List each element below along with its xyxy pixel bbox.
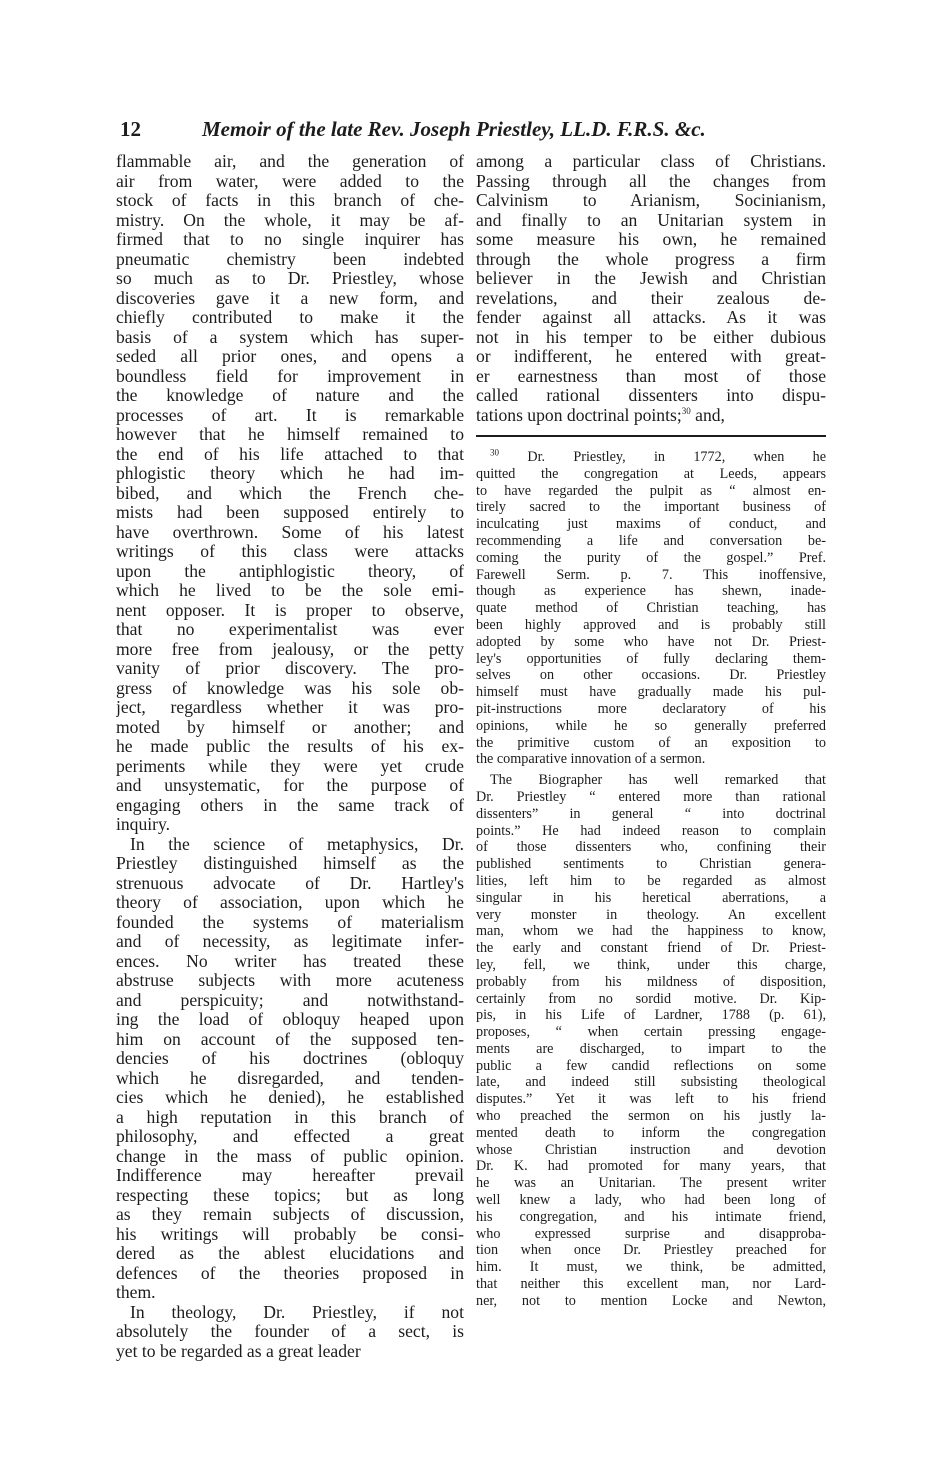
text-line: however that he himself remained to [116,424,464,444]
text-line: pit-instructions more declaratory of his [476,700,826,717]
text-line: public a few candid reflections on some [476,1057,826,1074]
text-line: the primitive custom of an exposition to [476,734,826,751]
text-line: er earnestness than most of those [476,365,826,386]
text-line: recommending a life and conversation be- [476,532,826,549]
footnote-reference: 30 [681,405,691,416]
text-line: published sentiments to Christian genera- [476,856,826,873]
text-line: quitted the congregation at Leeds, appears [476,465,826,482]
text-line: engaging others in the same track of [116,794,464,815]
text-line: tion when once Dr. Priestley preached for [476,1242,826,1259]
text-line: air from water, were added to the [116,170,464,191]
text-line: Farewell Serm. p. 7. This inoffensive, [476,566,826,583]
text-line: ences. No writer has treated these [116,950,464,971]
text-line: himself must have gradually made his pul- [476,684,826,701]
text-line: not in his temper to be either dubious [476,326,826,347]
text-line: that no experimentalist was ever [116,619,464,639]
text-line: well knew a lady, who had been long of [476,1192,826,1209]
text-line: respecting these topics; but as long [116,1184,464,1205]
running-title: Memoir of the late Rev. Joseph Priestley, LL.D. F.R.S. &c. [202,117,706,141]
text-line: yet to be regarded as a great leader [116,1340,361,1361]
text-line: though as experience has shewn, inade- [476,583,826,600]
text-line: writings of this class were attacks [116,541,464,561]
text-line: and of necessity, as legitimate infer- [116,931,464,951]
text-line: absolutely the founder of a sect, is [116,1321,464,1341]
page-header [120,117,820,147]
text-line: the comparative innovation of a sermon. [476,751,706,768]
footnote-text: Dr. Priestley, in 1772, when he [499,449,826,465]
text-line: nent opposer. It is proper to observe, [116,599,464,620]
text-line: of those dissenters who, confining their [476,839,826,856]
text-line: called rational dissenters into dispu- [476,385,826,405]
text-line: philosophy, and effected a great [116,1126,464,1146]
text-line: them. [116,1282,156,1302]
text-line: selves on other occasions. Dr. Priestley [476,667,826,684]
text-line: fender against all attacks. As it was [476,307,826,327]
text-line: boundless field for improvement in [116,365,464,386]
text-line: points.” He had indeed reason to complain [476,822,826,839]
footnote [476,449,826,1310]
text-line: late, and indeed still subsisting theological [476,1074,826,1091]
text-line: the end of his life attached to that [116,443,464,464]
text-line: abstruse subjects with more acuteness [116,970,464,990]
text-line: stock of facts in this branch of che- [116,190,464,210]
left-column [116,152,464,1361]
text-line: change in the mass of public opinion. [116,1145,464,1166]
text-line: coming the purity of the gospel.” Pref. [476,549,826,566]
text-line: ments are discharged, to impart to the [476,1040,826,1057]
text-line: dencies of his doctrines (obloquy [116,1048,464,1068]
text-line: Dr. K. had promoted for many years, that [476,1158,826,1175]
text-line: who expressed surprise and disapproba- [476,1225,826,1242]
text-line [476,449,826,466]
text-line: Passing through all the changes from [476,170,826,191]
text-line: gress of knowledge was his sole ob- [116,677,464,698]
text-line: The Biographer has well remarked that [490,772,826,789]
text-line: and unsystematic, for the purpose of [116,775,464,795]
text-line: Priestley distinguished himself as the [116,853,464,873]
text-line: ley, fell, we think, under this charge, [476,956,826,973]
text-line: founded the systems of materialism [116,911,464,932]
text-line: phlogistic theory which he had im- [116,463,464,483]
text-line: him. It must, we think, be admitted, [476,1259,826,1276]
footnote-divider [476,435,826,437]
text-line: mists had been supposed entirely to [116,502,464,522]
right-column [476,152,826,1310]
text-line: bibed, and which the French che- [116,482,464,503]
text-line-end: and, [690,404,725,425]
text-line: strenuous advocate of Dr. Hartley's [116,872,464,893]
text-line: In the science of metaphysics, Dr. [130,833,464,854]
text-line: he was an Unitarian. The present writer [476,1175,826,1192]
text-line: mented death to inform the congregation [476,1124,826,1141]
text-line: to have regarded the pulpit as “ almost en- [476,482,826,499]
text-line: periments while they were yet crude [116,755,464,776]
text-line: or indifferent, he entered with great- [476,346,826,366]
text-line: his congregation, and his intimate friend, [476,1208,826,1225]
text-line: among a particular class of Christians. [476,152,826,171]
text-line: the early and constant friend of Dr. Priest- [476,940,826,957]
text-line: inquiry. [116,814,171,834]
text-line: been highly approved and is probably still [476,616,826,633]
text-line: opinions, while he so generally preferred [476,717,826,734]
text-line: man, whom we had the happiness to know, [476,923,826,940]
text-line: Indifference may hereafter prevail [116,1165,464,1185]
text-line: a high reputation in this branch of [116,1106,464,1127]
text-line: through the whole progress a firm [476,248,826,269]
text-line: Calvinism to Arianism, Socinianism, [476,190,826,210]
text-line: who preached the sermon on his justly la- [476,1108,826,1125]
text-line: moted by himself or another; and [116,716,464,737]
text-line: which he disregarded, and tenden- [116,1067,464,1088]
text-line: disputes.” Yet it was left to his friend [476,1091,826,1108]
text-line: have overthrown. Some of his latest [116,521,464,542]
text-line: pneumatic chemistry been indebted [116,248,464,269]
text-line: and finally to an Unitarian system in [476,209,826,230]
text-line: lities, left him to be regarded as almost [476,872,826,889]
text-line: Dr. Priestley “ entered more than rational [476,788,826,805]
text-line: theory of association, upon which he [116,892,464,912]
text-line: probably from his mildness of disposition, [476,973,826,990]
text-line: certainly from no sordid motive. Dr. Kip- [476,990,826,1007]
text-line: dissenters” in general “ into doctrinal [476,805,826,822]
page-number: 12 [120,117,141,141]
text-line: cies which he denied), he established [116,1087,464,1107]
text-line: some measure his own, he remained [476,229,826,249]
text-line: upon the antiphlogistic theory, of [116,560,464,581]
text-line: mistry. On the whole, it may be af- [116,209,464,230]
text-line: defences of the theories proposed in [116,1262,464,1283]
text-line: ject, regardless whether it was pro- [116,697,464,717]
text-line: basis of a system which has super- [116,326,464,347]
text-line-start: tations upon doctrinal points; [476,404,682,425]
text-line: believer in the Jewish and Christian [476,268,826,288]
text-line: discoveries gave it a new form, and [116,287,464,308]
text-line: ley's opportunities of fully declaring them- [476,650,826,667]
text-line: he made public the results of his ex- [116,736,464,756]
text-line: chiefly contributed to make it the [116,307,464,327]
text-line: his writings will probably be consi- [116,1223,464,1244]
text-line: which he lived to be the sole emi- [116,580,464,600]
text-line: firmed that to no single inquirer has [116,229,464,249]
text-line: more free from jealousy, or the petty [116,638,464,659]
text-line: proposes, “ when certain pressing engage- [476,1024,826,1041]
text-line: processes of art. It is remarkable [116,404,464,425]
text-line: dered as the ablest elucidations and [116,1243,464,1263]
text-line: flammable air, and the generation of [116,152,464,171]
text-line: singular in his heretical aberrations, a [476,889,826,906]
text-line: so much as to Dr. Priestley, whose [116,268,464,288]
text-line: adopted by some who have not Dr. Priest- [476,633,826,650]
text-line: and perspicuity; and notwithstand- [116,989,464,1010]
text-line: very monster in theology. An excellent [476,906,826,923]
right-column-main-text [476,152,826,406]
text-line: ner, not to mention Locke and Newton, [476,1292,826,1309]
footnote-marker: 30 [490,447,499,458]
text-line: the knowledge of nature and the [116,385,464,405]
text-line: quate method of Christian teaching, has [476,600,826,617]
text-line: tirely sacred to the important business of [476,499,826,516]
text-line: whose Christian instruction and devotion [476,1141,826,1158]
text-line: him on account of the supposed ten- [116,1028,464,1049]
text-line: In theology, Dr. Priestley, if not [130,1301,464,1322]
text-line: revelations, and their zealous de- [476,287,826,308]
text-line: vanity of prior discovery. The pro- [116,658,464,678]
text-line [476,406,826,426]
text-line: inculcating just maxims of conduct, and [476,516,826,533]
text-line: ing the load of obloquy heaped upon [116,1009,464,1029]
text-line: that neither this excellent man, nor Lard- [476,1276,826,1293]
text-line: pis, in his Life of Lardner, 1788 (p. 61), [476,1007,826,1024]
text-line: seded all prior ones, and opens a [116,346,464,366]
text-line: as they remain subjects of discussion, [116,1204,464,1224]
